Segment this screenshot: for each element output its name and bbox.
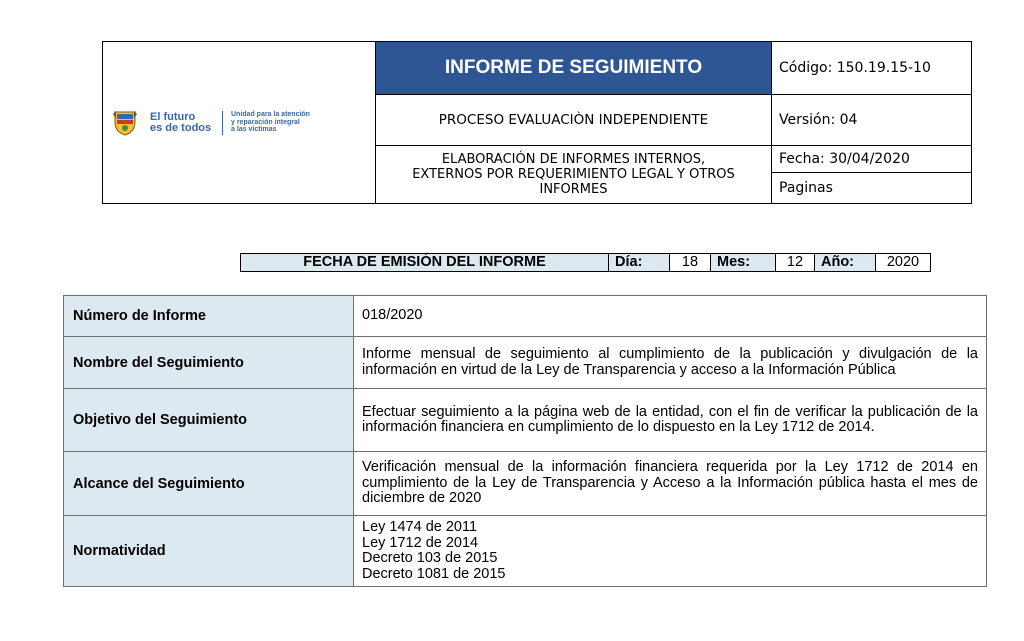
process-name: PROCESO EVALUACIÒN INDEPENDIENTE <box>376 95 772 146</box>
number-label: Número de Informe <box>64 296 354 337</box>
document-title: INFORME DE SEGUIMIENTO <box>376 42 772 95</box>
table-row <box>64 389 987 452</box>
logo-cell <box>103 42 376 204</box>
logo-divider <box>222 111 223 135</box>
name-label: Nombre del Seguimiento <box>64 337 354 389</box>
emission-label: FECHA DE EMISIÓN DEL INFORME <box>241 254 609 272</box>
institution-logo <box>103 42 375 203</box>
logo-sub-text: Unidad para la atención y reparación integral a las víctimas <box>231 111 310 134</box>
table-row <box>64 452 987 516</box>
month-label: Mes: <box>711 254 776 272</box>
report-info-table <box>63 295 987 587</box>
document-code: Código: 150.19.15-10 <box>772 42 972 95</box>
scope-label: Alcance del Seguimiento <box>64 452 354 516</box>
regulation-item: Ley 1712 de 2014 <box>362 534 479 551</box>
day-value: 18 <box>670 254 711 272</box>
regulation-item: Decreto 103 de 2015 <box>362 550 498 566</box>
table-row <box>64 337 987 389</box>
month-value: 12 <box>776 254 815 272</box>
emission-date-strip <box>240 253 931 272</box>
regulation-label: Normatividad <box>64 516 354 587</box>
regulation-list <box>354 516 987 587</box>
objective-label: Objetivo del Seguimiento <box>64 389 354 452</box>
regulation-item: Ley 1474 de 2011 <box>362 519 478 535</box>
name-value: Informe mensual de seguimiento al cumplimiento de la publicación y divulgación de la información en virtud de la Ley de Transparencia y acceso a la Información Pública <box>354 337 987 389</box>
document-header <box>102 41 972 204</box>
regulation-item: Decreto 1081 de 2015 <box>362 565 506 582</box>
document-date: Fecha: 30/04/2020 <box>772 146 972 173</box>
document-pages: Paginas <box>772 173 972 204</box>
procedure-name: ELABORACIÓN DE INFORMES INTERNOS, EXTERNOS POR REQUERIMIENTO LEGAL Y OTROS INFORMES <box>376 146 772 204</box>
logo-main-text: El futuro es de todos <box>150 110 212 134</box>
table-row <box>64 516 987 587</box>
document-version: Versión: 04 <box>772 95 972 146</box>
year-label: Año: <box>815 254 876 272</box>
coat-of-arms-icon <box>113 110 137 136</box>
number-value: 018/2020 <box>354 296 987 337</box>
scope-value: Verificación mensual de la información financiera requerida por la Ley 1712 de 2014 en cumplimiento de la Ley de Transparencia y Acceso a la Información pública hasta el mes de diciembre de 2020 <box>354 452 987 516</box>
table-row <box>64 296 987 337</box>
objective-value: Efectuar seguimiento a la página web de la entidad, con el fin de verificar la publicación de la información financiera en cumplimiento de lo dispuesto en la Ley 1712 de 2014. <box>354 389 987 452</box>
day-label: Día: <box>609 254 670 272</box>
year-value: 2020 <box>876 254 931 272</box>
